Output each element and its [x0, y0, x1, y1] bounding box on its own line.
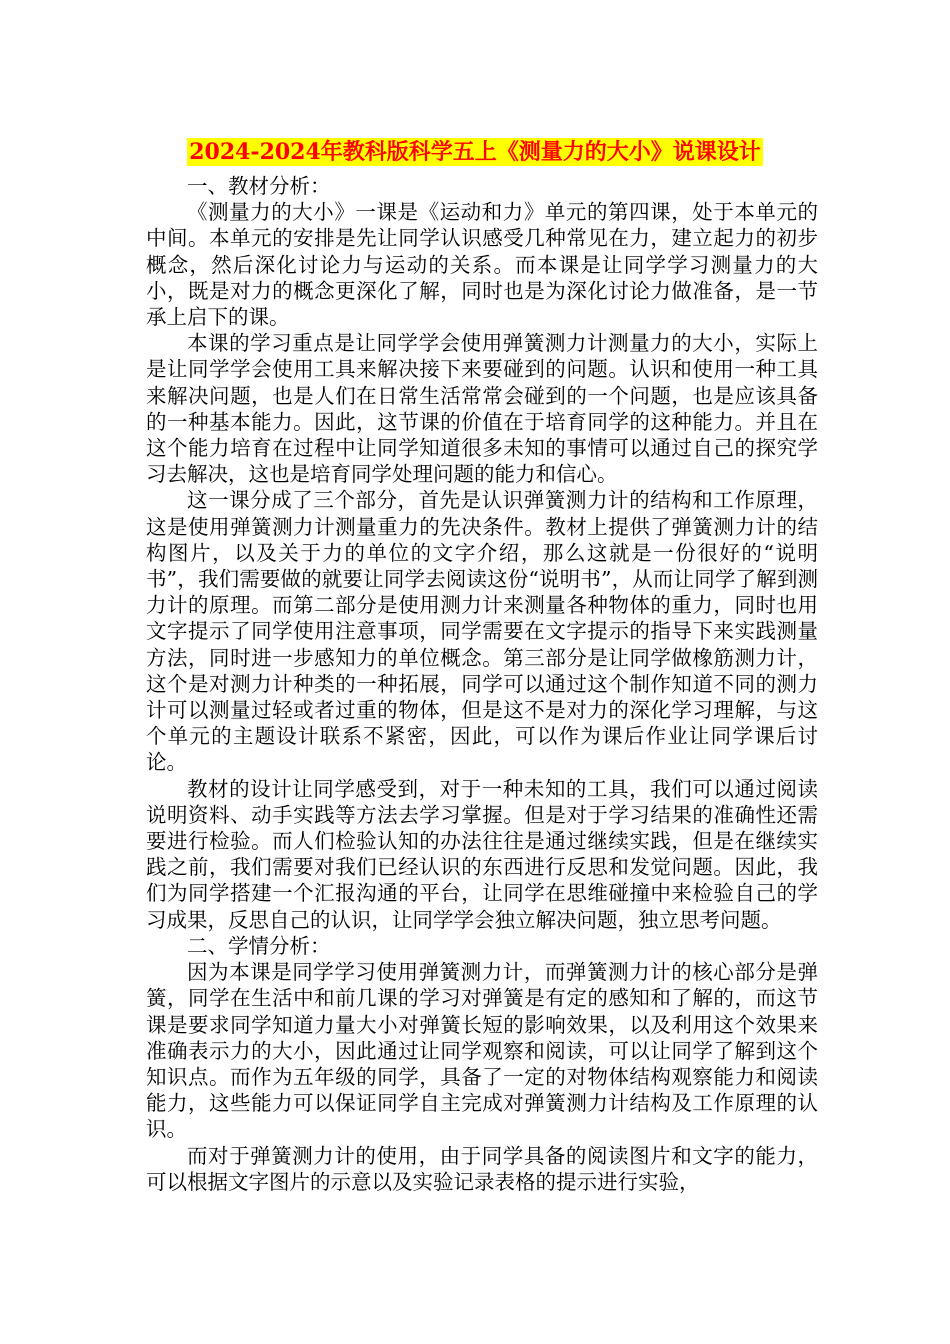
- document-title: 2024-2024年教科版科学五上《测量力的大小》说课设计: [189, 139, 761, 165]
- title-container: [0, 138, 950, 166]
- paragraph: 教材的设计让同学感受到，对于一种未知的工具，我们可以通过阅读说明资料、动手实践等方法去学习掌握。但是对于学习结果的准确性还需要进行检验。而人们检验认知的办法往往是通过继续实践，但是在继续实践之前，我们需要对我们已经认识的东西进行反思和发觉问题。因此，我们为同学搭建一个汇报沟通的平台，让同学在思维碰撞中来检验自己的学习成果，反思自己的认识，让同学学会独立解决问题，独立思考问题。: [146, 776, 818, 932]
- paragraph: 本课的学习重点是让同学学会使用弹簧测力计测量力的大小，实际上是让同学学会使用工具来解决接下来要碰到的问题。认识和使用一种工具来解决问题，也是人们在日常生活常常会碰到的一个问题，也是应该具备的一种基本能力。因此，这节课的价值在于培育同学的这种能力。并且在这个能力培育在过程中让同学知道很多未知的事情可以通过自己的探究学习去解决，这也是培育同学处理问题的能力和信心。: [146, 331, 818, 487]
- section-heading-student-analysis: 二、学情分析：: [187, 933, 331, 958]
- paragraph: 《测量力的大小》一课是《运动和力》单元的第四课，处于本单元的中间。本单元的安排是先让同学认识感受几种常见在力，建立起力的初步概念，然后深化讨论力与运动的关系。而本课是让同学学习测量力的大小，既是对力的概念更深化了解，同时也是为深化讨论力做准备，是一节承上启下的课。: [146, 200, 818, 330]
- section-heading-textbook-analysis: 一、教材分析：: [187, 174, 331, 198]
- paragraph: 这一课分成了三个部分，首先是认识弹簧测力计的结构和工作原理，这是使用弹簧测力计测量重力的先决条件。教材上提供了弹簧测力计的结构图片，以及关于力的单位的文字介绍，那么这就是一份很好的“说明书”，我们需要做的就要让同学去阅读这份“说明书”，从而让同学了解到测力计的原理。而第二部分是使用测力计来测量各种物体的重力，同时也用文字提示了同学使用注意事项，同学需要在文字提示的指导下来实践测量方法，同时进一步感知力的单位概念。第三部分是让同学做橡筋测力计，这个是对测力计种类的一种拓展，同学可以通过这个制作知道不同的测力计可以测量过轻或者过重的物体，但是这不是对力的深化学习理解，与这个单元的主题设计联系不紧密，因此，可以作为课后作业让同学课后讨论。: [146, 488, 818, 775]
- document-body: [146, 173, 818, 1195]
- paragraph: 而对于弹簧测力计的使用，由于同学具备的阅读图片和文字的能力，可以根据文字图片的示意以及实验记录表格的提示进行实验，: [146, 1143, 818, 1194]
- paragraph: 因为本课是同学学习使用弹簧测力计，而弹簧测力计的核心部分是弹簧，同学在生活中和前几课的学习对弹簧是有定的感知和了解的，而这节课是要求同学知道力量大小对弹簧长短的影响效果，以及利用这个效果来准确表示力的大小，因此通过让同学观察和阅读，可以让同学了解到这个知识点。而作为五年级的同学，具备了一定的对物体结构观察能力和阅读能力，这些能力可以保证同学自主完成对弹簧测力计结构及工作原理的认识。: [146, 960, 818, 1142]
